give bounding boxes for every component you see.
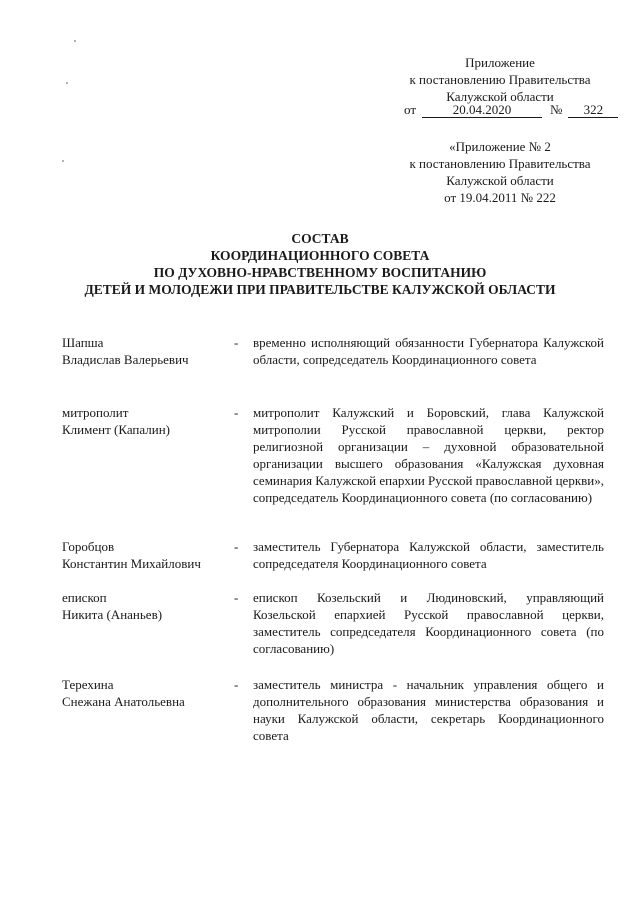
- member-name-line: Константин Михайлович: [62, 556, 201, 571]
- annex-date: 20.04.2020: [422, 103, 542, 118]
- member-name: [62, 334, 232, 368]
- member-name: [62, 538, 232, 572]
- member-description: митрополит Калужский и Боровский, глава Калужской митрополии Русской православной церкви, ректор религиозной организации – духовной образовательной организации высшего образования «Калужская духовная семинария Калужской епархии Русской православной церкви», сопредседатель Координационного совета (по согласованию): [253, 405, 604, 505]
- member-dash: -: [234, 677, 239, 692]
- annex-header: [395, 54, 605, 105]
- member-name-line: Терехина: [62, 677, 114, 692]
- member-description: временно исполняющий обязанности Губернатора Калужской области, сопредседатель Координационного совета: [253, 335, 604, 367]
- annex-number: 322: [568, 103, 618, 118]
- member-name-line: Снежана Анатольевна: [62, 694, 185, 709]
- member-name: [62, 676, 232, 710]
- annex2-line: Калужской области: [446, 173, 554, 188]
- member-description: епископ Козельский и Людиновский, управляющий Козельской епархией Русской православной церкви, заместитель сопредседателя Координационного совета (по согласованию): [253, 590, 604, 656]
- member-dash: -: [234, 335, 239, 350]
- annex2-header: [395, 138, 605, 206]
- member-name-line: епископ: [62, 590, 107, 605]
- title-line: КООРДИНАЦИОННОГО СОВЕТА: [210, 248, 430, 263]
- date-prefix: от: [404, 102, 417, 117]
- member-name-line: Владислав Валерьевич: [62, 352, 189, 367]
- member-name-line: Шапша: [62, 335, 104, 350]
- annex2-line: «Приложение № 2: [449, 139, 551, 154]
- scan-speck: [66, 82, 68, 84]
- annex2-line: к постановлению Правительства: [409, 156, 591, 171]
- title-line: СОСТАВ: [291, 231, 349, 246]
- member-name-line: Горобцов: [62, 539, 115, 554]
- annex2-line: от 19.04.2011 № 222: [444, 190, 556, 205]
- title-line: ДЕТЕЙ И МОЛОДЕЖИ ПРИ ПРАВИТЕЛЬСТВЕ КАЛУЖСКОЙ ОБЛАСТИ: [84, 282, 556, 297]
- member-name-line: митрополит: [62, 405, 129, 420]
- annex-line: Приложение: [465, 55, 535, 70]
- title-line: ПО ДУХОВНО-НРАВСТВЕННОМУ ВОСПИТАНИЮ: [153, 265, 487, 280]
- member-dash: -: [234, 590, 239, 605]
- member-dash: -: [234, 539, 239, 554]
- scan-speck: [62, 160, 64, 162]
- member-description: заместитель министра - начальник управления общего и дополнительного образования министерства образования и науки Калужской области, секретарь Координационного совета: [253, 677, 604, 743]
- member-dash: -: [234, 405, 239, 420]
- document-title: [0, 230, 640, 298]
- annex-line: к постановлению Правительства: [409, 72, 591, 87]
- annex-line: Калужской области: [446, 89, 554, 104]
- member-description: заместитель Губернатора Калужской области, заместитель сопредседателя Координационного совета: [253, 539, 604, 571]
- member-name-line: Никита (Ананьев): [62, 607, 163, 622]
- member-name-line: Климент (Капалин): [62, 422, 170, 437]
- member-name: [62, 589, 232, 623]
- number-sign: №: [550, 102, 563, 117]
- member-name: [62, 404, 232, 438]
- annex-date-line: [404, 102, 618, 118]
- scan-speck: [74, 40, 76, 42]
